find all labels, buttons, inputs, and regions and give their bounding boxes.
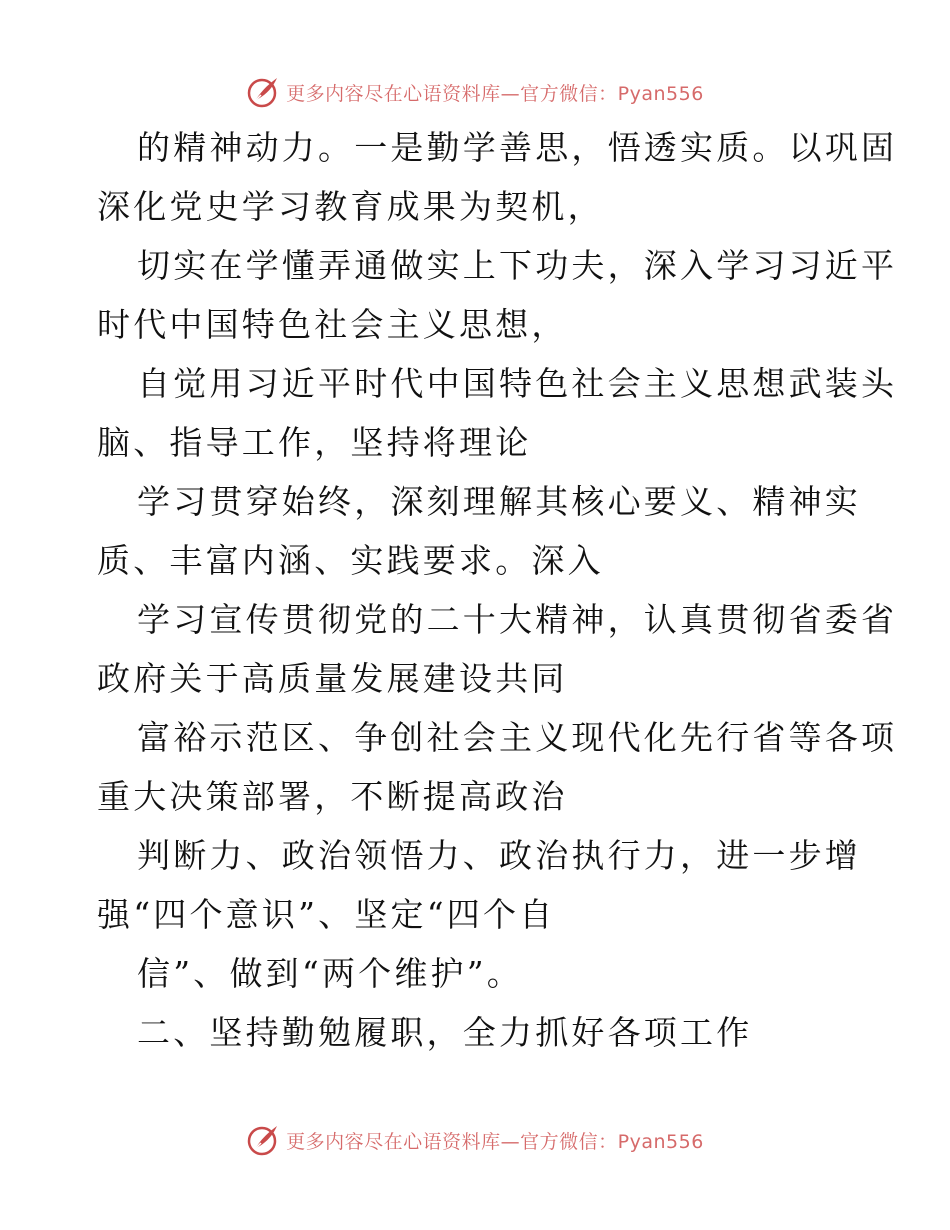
text-line: 强“四个意识”、坚定“四个自 xyxy=(97,895,556,934)
text-line: 的精神动力。一是勤学善思，悟透实质。以巩固 xyxy=(137,128,898,167)
text-line: 学习贯穿始终，深刻理解其核心要义、精神实 xyxy=(137,482,861,521)
text-line: 富裕示范区、争创社会主义现代化先行省等各项 xyxy=(137,718,898,757)
watermark-text: 更多内容尽在心语资料库—官方微信：Pyan556 xyxy=(286,82,704,105)
text-line: 质、丰富内涵、实践要求。深入 xyxy=(97,541,604,580)
quill-logo-icon xyxy=(246,1123,280,1157)
text-line: 脑、指导工作，坚持将理论 xyxy=(97,423,532,462)
text-line: 政府关于高质量发展建设共同 xyxy=(97,659,568,698)
text-line: 时代中国特色社会主义思想， xyxy=(97,305,568,344)
text-line: 切实在学懂弄通做实上下功夫，深入学习习近平 xyxy=(137,246,898,285)
text-line: 重大决策部署，不断提高政治 xyxy=(97,777,568,816)
section-heading: 二、坚持勤勉履职，全力抓好各项工作 xyxy=(137,1013,753,1052)
header-watermark xyxy=(0,72,950,112)
text-line: 判断力、政治领悟力、政治执行力，进一步增 xyxy=(137,836,861,875)
footer-watermark xyxy=(0,1120,950,1160)
document-body xyxy=(97,118,898,1062)
text-line: 深化党史学习教育成果为契机， xyxy=(97,187,604,226)
text-line: 学习宣传贯彻党的二十大精神，认真贯彻省委省 xyxy=(137,600,898,639)
quill-logo-icon xyxy=(246,75,280,109)
text-line: 自觉用习近平时代中国特色社会主义思想武装头 xyxy=(137,364,898,403)
text-line: 信”、做到“两个维护”。 xyxy=(137,954,524,993)
watermark-text: 更多内容尽在心语资料库—官方微信：Pyan556 xyxy=(286,1130,704,1153)
